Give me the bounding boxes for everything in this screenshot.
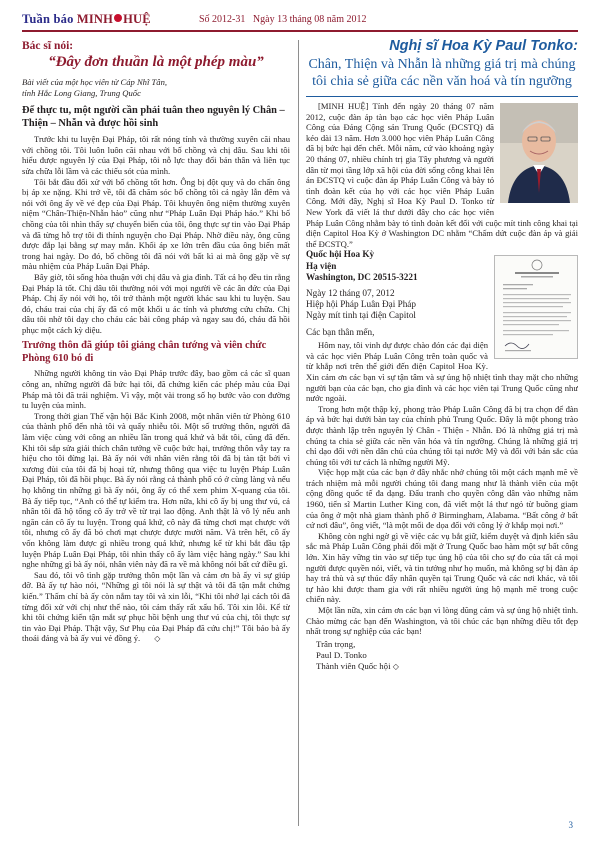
letter-subject: Ngày mít tinh tại điện Capitol <box>306 310 416 321</box>
end-diamond-icon: ◇ <box>154 634 161 644</box>
masthead-logo-icon <box>114 14 122 22</box>
letter-paragraph: Trong hơn một thập kỷ, phong trào Pháp Luân Công đã bị tra chọn để đàn áp và bức hại dưới bàn tay của chính phủ Trung Quốc. Đây là một phong trào được thành lập trên nguyên lý Chân - Thiện - Nhẫn. Đó là những giá trị mà chúng ta chia sẻ giữa các nền văn hóa và tín ngưỡng. Chúng là những giá trị chỉ dạo đối với nền dân chủ của chúng tôi tại nước Mỹ và đối với bản sắc của chúng tôi với tư cách là những người Mỹ. <box>306 403 578 467</box>
issue-date: Ngày 13 tháng 08 năm 2012 <box>252 14 367 25</box>
issue-info <box>199 14 367 25</box>
right-title-1: Nghị sĩ Hoa Kỳ Paul Tonko: <box>389 38 578 54</box>
left-paragraph-last <box>22 570 290 645</box>
letter-signer-title-row <box>306 661 578 672</box>
letter-paragraph: Hôm nay, tôi vinh dự được chào đón các đại diện và các học viên Pháp Luân Công trên toàn quốc và từ khắp nơi trên thế giới đến điện Capitol Hoa Kỳ. Xin cảm ơn các bạn vì sự tận tâm và sự ủng hộ nhiệt tình thay mặt cho những người bạn của các bạn, cho gia đình và các học viên tại Trung Quốc cũng như nước ngoài. <box>306 340 578 404</box>
letter-paragraph: Việc họp mặt của các bạn ở đây nhắc nhở chúng tôi một cách mạnh mẽ về trách nhiệm mà mỗi người chúng tôi đang mang như là thành viên của một cộng đồng quốc tế đa dạng. Đấu tranh cho quyền công dân vào những năm 1960, tiến sĩ Martin Luther King con, đã viết một lá thư ngỏ từ buồng giam của ông ở một nhà giam thành phố ở Birmingham, Alabama. “Bất công ở bất cứ nơi đâu”, ông viết, “là một mối đe dọa đối với công lý ở khắp mọi nơi.” <box>306 467 578 531</box>
left-subhead-2: Trưởng thôn đã giúp tôi giảng chân tướng và viên chức Phòng 610 bó đi <box>22 340 267 365</box>
issue-number: Số 2012-31 <box>199 14 246 25</box>
left-paragraph-text: Sau đó, tôi vô tình gặp trưởng thôn một lần và cảm ơn bà ấy vì sự giúp đỡ. Bà ấy tự hào nói, “Những gì tôi nói là sự thật và tôi đã tận mắt chứng kiến.” Thấm chí bà ấy còn nắm tay tôi và xin lỗi, “Khi tôi nhớ lại cách tôi đã từng đối xử với chị như thế nào, tôi cảm thấy rất xấu hổ. Tôi xin lỗi. Kể từ khi tôi chứng kiến tận mắt sự phục hồi bệnh ung thư vú của chị, tôi thực sự tin vào Đại Pháp. Thật vậy, Sư Phụ của Đại Pháp đã cứu chị!” Tôi bảo bà ấy thoái đảng và bà ấy vui vẻ đồng ý. <box>22 569 290 644</box>
left-article <box>22 38 290 828</box>
masthead <box>22 12 151 27</box>
column-divider <box>298 40 299 826</box>
address-line: Hạ viện <box>306 260 337 271</box>
left-paragraph: Tôi bắt đầu đối xử với bố chồng tốt hơn. Ông bị đột quỵ và do chấn ông bị áp xe nặng. Khi trở về, tôi đã chăm sóc bố chồng tôi cả ngày lẫn đêm và nói với ông ấy về vẻ đẹp của Đại Pháp. Tôi khuyên ông niệm thường xuyên niệm “Chân-Thiện-Nhẫn hảo” cũng như “Pháp Luân Đại Pháp hảo.” Khi bố chồng của tôi nhìn thấy sự chuyển biến của tôi, ông thực sự tin vào Đại Pháp và đã từng hỗ trợ tôi đi thỉnh nguyện cho Đại Pháp. Nhờ điều này, ông cũng được đắp lại bằng sự may mắn. Khối áp xe lớn trên đầu của ông biến mất trong hai ngày. Do đó, bố chồng tôi đã nói với bất kì ai mà ông gặp về sự màu nhiệm của Pháp Luân Đại Pháp. <box>22 176 290 272</box>
left-kicker: Bác sĩ nói: <box>22 40 74 52</box>
portrait-image <box>500 103 578 203</box>
left-title: “Đây đơn thuần là một phép màu” <box>48 54 264 70</box>
page-number: 3 <box>568 820 573 830</box>
letter-image <box>494 255 578 359</box>
letter-paragraph: Một lần nữa, xin cảm ơn các bạn vì lòng dũng cảm và sự ủng hộ nhiệt tình. Chào mừng các bạn đến Washington, và tôi chúc các bạn những điều tốt đẹp nhất trong sự nghiệp của các bạn! <box>306 605 578 637</box>
letter-signer: Paul D. Tonko <box>316 649 367 660</box>
letter-date: Ngày 12 tháng 07, 2012 <box>306 287 395 298</box>
masthead-name-2: HUỆ <box>123 12 151 26</box>
letter-greeting: Các bạn thân mến, <box>306 326 375 337</box>
letter-closing: Trân trọng, <box>316 638 356 649</box>
end-diamond-icon: ◇ <box>392 661 399 671</box>
congressman-photo <box>500 103 578 203</box>
letter-paragraph: Không còn nghi ngờ gì về việc các vụ bắt giữ, kiểm duyệt và định kiến sâu sắc mà Pháp Luân Công phải đối mặt ở Trung Quốc bao hàm một sự bất công lớn. Xin hãy vững tin vào sự tiếp tục ủng hộ của tôi cho sự đo của tất cả mọi người được quyền nói, viết, và tin tưởng như họ muốn, mà không sợ bị đàn áp hay trả thù và sự thúc đẩy nhân quyền tại Trung Quốc và các nơi khác, và tôi tự hào khi được tham gia với rất nhiều người ủng hộ mạnh mẽ trong cuộc chiến này. <box>306 530 578 605</box>
page-header <box>22 12 578 30</box>
letter-signer-title: Thành viên Quốc hội <box>316 660 391 671</box>
left-paragraph: Bây giờ, tôi sống hòa thuận với chị dâu và gia đình. Tất cả họ đều tin rằng Đại Pháp là tốt. Chị dâu tôi thường nói với mọi người về các ân đức của Đại Pháp. Chị ấy nói với họ, tôi trở thành một người khác sau khi tu luyện. Sau đó, cháu trai của chị ấy đã có một khối u ác tính và phương cứu chữa. Chị dâu tôi nhờ tôi dạy cho cháu các bài công pháp và ngay sau đó, cháu đã hồi phục một cách kỳ diệu. <box>22 271 290 335</box>
address-line: Quốc hội Hoa Kỳ <box>306 249 375 260</box>
right-intro: [MINH HUỆ] Tính đến ngày 20 tháng 07 năm 2012, cuộc đàn áp tàn bạo các học viên Pháp Luân Công của Đảng Cộng sản Trung Quốc (ĐCSTQ) đã kéo dài 13 năm. Hơn 3.000 học viên Pháp Luân Công đã bị bức hại đến chết. Mỗi năm, cứ vào khoảng ngày 20 tháng 07, nhiều chính trị gia Tây phương và người dân từ mọi tầng lớp xã hội của đời sống công khai lên án ĐCSTQ vì cuộc đàn áp Pháp Luân Công và bày tỏ tình đoàn kết của họ với các học viên Pháp Luân Công. Mới đây, Nghị sĩ Hoa Kỳ Paul D. Tonko từ New York đã viết lá thư dưới đây cho các học viên Pháp Luân Công nhằm bày tỏ tình đoàn kết đối với cuộc mít tinh công khai tại điện Capitol Hoa Kỳ ở Washington DC nhằm “Chấm dứt cuộc đàn áp và giải thể ĐCSTQ.” <box>306 101 578 249</box>
right-article <box>306 38 578 828</box>
masthead-prefix: Tuần báo <box>22 12 77 26</box>
title-rule <box>306 96 578 97</box>
right-title-2: Chân, Thiện và Nhẫn là những giá trị mà chúng tôi chia sẻ giữa các nền văn hoá và tín ngưỡng <box>308 57 576 89</box>
masthead-name-1: MINH <box>76 12 114 26</box>
left-paragraph: Trong thời gian Thế vận hội Bắc Kinh 2008, một nhân viên từ Phòng 610 của thành phố đến nhà tôi và quấy nhiễu tôi. Một số trưởng thôn, người đã làm việc cùng với công an nhiều lần trong quá khứ và bắt tôi, cũng đã đến. Khi tôi sắp sửa giải thích chân tướng về cuộc bức hại, trưởng thôn vẫy tay ra hiệu cho tôi đừng lại. Bà ấy nói với nhân viên rằng tôi đã bị tàn tật bởi vì xương đùi của tôi đã bị hoại tử, nhưng thông qua việc tu luyện Pháp Luân Đại Pháp, tôi đã hồi phục. Bà ấy nói rằng cả thành phố có ở cùng làng và nếu họ không tin những gì bà ấy nói, ông ấy có thể xem phim X-quang của tôi. Bà ấy tiếp tục, “Anh có thể tự kiểm tra. Hơn nữa, khi cô ấy bị ung thư vú, cả nhân tôi đã hộ tống cô ấy trở về từ trại lao động. Anh thật là vô lý nếu anh ngăn cản cô ấy tu luyện. Trong quá khứ, cô này đã từng chơi mạt chược với tôi, nhưng cô ấy đã bỏ chơi mạt chược được mười năm. Và trên hết, cô ấy vốn không làm được gì nhiều trong quá khứ, nhưng kể từ khi bắt đầu tập luyện Pháp Luân Đại Pháp, tôi nhìn thấy cô ấy làm việc hàng ngày.” Sau khi nghe những gì bà ấy nói, nhân viên này đã ra về mà không nói bất cứ điều gì. <box>22 410 290 570</box>
letter-recipient: Hiệp hội Pháp Luân Đại Pháp <box>306 298 416 309</box>
letter-thumbnail <box>495 256 578 359</box>
left-paragraph: Trước khi tu luyện Đại Pháp, tôi rất nóng tính và thường xuyên cãi nhau với chồng tôi. Tôi luôn luôn cãi nhau với bố chồng và chị dâu. Sau khi tôi hiểu được nguyên lý của Đại Pháp, tôi nỗ lực thay đổi bản thân và liên tục sửa chữa lỗi lầm và các thiếu sót của mình. <box>22 134 290 176</box>
left-byline <box>22 77 290 98</box>
header-rule <box>22 30 578 32</box>
left-paragraph: Những người không tin vào Đại Pháp trước đây, bao gồm cả các sĩ quan công an, những người đã bức hại tôi, đã chứng kiến các phép màu của Đại Pháp mà tôi đã trải nghiệm. Vì vậy, một vài trong số họ bước vào con đường tu luyện của mình. <box>22 368 290 411</box>
byline-line-2: tỉnh Hắc Long Giang, Trung Quốc <box>22 87 141 98</box>
left-subhead-1: Để thực tu, một người cần phải tuân theo nguyên lý Chân – Thiện – Nhẫn và được hồi sinh <box>22 105 285 130</box>
address-line: Washington, DC 20515-3221 <box>306 272 418 283</box>
byline-line-1: Bài viết của một học viên từ Cáp Nhĩ Tân, <box>22 77 168 87</box>
